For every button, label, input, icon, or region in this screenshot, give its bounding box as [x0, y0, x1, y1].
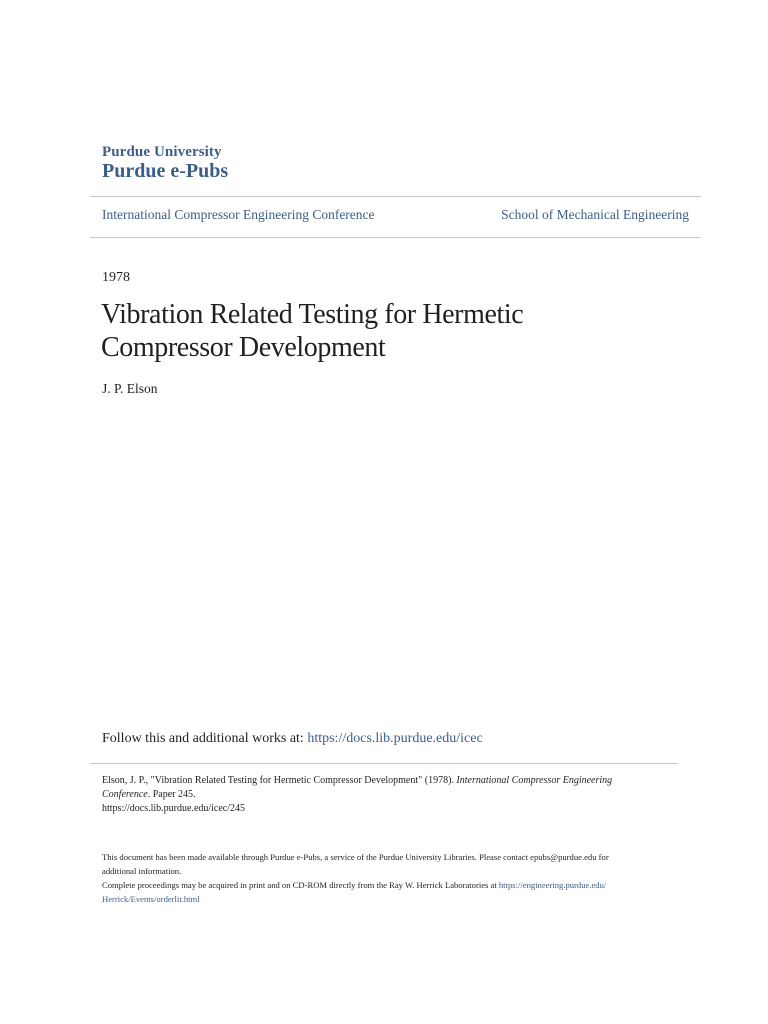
- university-name: Purdue University: [102, 144, 222, 160]
- citation-prefix: Elson, J. P., "Vibration Related Testing for Hermetic Compressor Development" (1978).: [102, 775, 457, 786]
- follow-label: Follow this and additional works at:: [102, 731, 308, 746]
- citation-venue-1: International Compressor Engineering: [456, 775, 613, 786]
- paper-title-line-2: Compressor Development: [101, 332, 386, 363]
- herrick-url-link-2[interactable]: Herrick/Events/orderlit.html: [102, 894, 200, 904]
- citation-paper-number: . Paper 245.: [147, 789, 196, 800]
- school-link[interactable]: School of Mechanical Engineering: [501, 207, 689, 222]
- herrick-url-link-1[interactable]: https://engineering.purdue.edu/: [498, 880, 607, 890]
- follow-line: [102, 731, 483, 747]
- citation-url[interactable]: https://docs.lib.purdue.edu/icec/245: [102, 803, 246, 814]
- notice-line-3-text: Complete proceedings may be acquired in print and on CD-ROM directly from the Ray W. Herrick Laboratories at: [102, 880, 499, 890]
- top-divider: [90, 196, 701, 197]
- author-name: J. P. Elson: [102, 381, 158, 396]
- repository-link[interactable]: Purdue e-Pubs: [102, 160, 229, 182]
- citation-block: [102, 774, 662, 816]
- collections-divider: [90, 237, 701, 238]
- notice-line-3: [102, 878, 677, 892]
- citation-venue-2: Conference: [102, 789, 148, 800]
- paper-title-line-1: Vibration Related Testing for Hermetic: [101, 299, 524, 330]
- citation-divider: [90, 763, 678, 764]
- follow-url-link[interactable]: https://docs.lib.purdue.edu/icec: [307, 731, 483, 746]
- paper-title: [101, 298, 661, 364]
- conference-link[interactable]: International Compressor Engineering Conference: [102, 207, 375, 222]
- notice-line-2: additional information.: [102, 866, 182, 876]
- notice-block: [102, 850, 677, 906]
- publication-year: 1978: [102, 270, 130, 285]
- notice-line-1: This document has been made available through Purdue e-Pubs, a service of the Purdue University Libraries. Please contact epubs@purdue.edu for: [102, 852, 609, 862]
